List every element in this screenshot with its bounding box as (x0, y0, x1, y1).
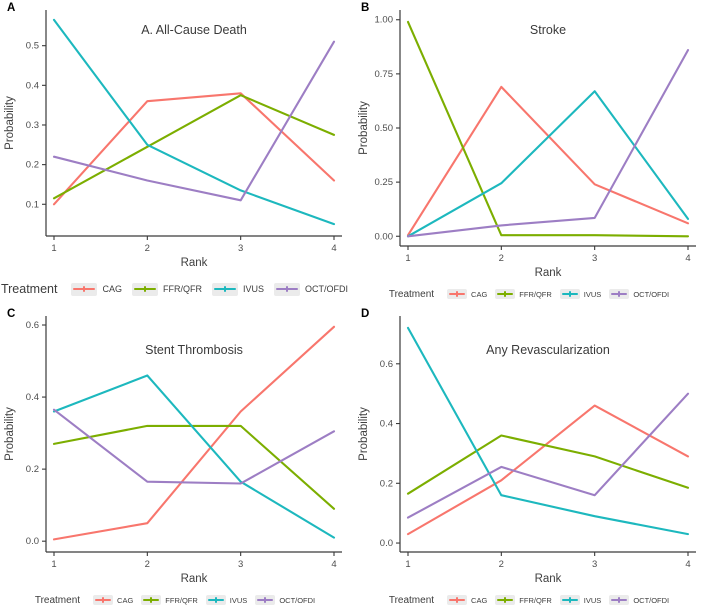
legend-stroke (354, 282, 708, 306)
legend-key-cag (93, 595, 133, 605)
legend-line-icon (495, 289, 515, 299)
svg-text:4: 4 (331, 243, 337, 254)
svg-text:0.6: 0.6 (25, 320, 39, 332)
legend-title: Treatment (0, 282, 58, 296)
line-chart-stent-thrombosis (0, 306, 354, 588)
svg-text:0.3: 0.3 (25, 119, 39, 131)
legend-key-cag (447, 595, 487, 605)
svg-text:3: 3 (238, 559, 244, 570)
panel-stroke (354, 0, 708, 306)
legend-title: Treatment (388, 288, 435, 300)
legend-key-label: OCT/OFDI (633, 289, 670, 299)
svg-text:3: 3 (592, 559, 598, 570)
legend-line-icon (206, 595, 226, 605)
series-line-cag (54, 327, 334, 540)
line-chart-stroke (354, 0, 708, 282)
svg-text:0.2: 0.2 (25, 159, 39, 171)
panel-stent-thrombosis (0, 306, 354, 613)
legend-key-oct-ofdi (274, 283, 348, 296)
svg-text:4: 4 (331, 559, 337, 570)
legend-line-icon (71, 283, 97, 296)
legend-key-ivus (206, 595, 248, 605)
line-chart-any-revascularization (354, 306, 708, 588)
legend-line-icon (274, 283, 300, 296)
legend-line-icon (609, 289, 629, 299)
legend-line-icon (560, 289, 580, 299)
legend-key-label: CAG (471, 595, 488, 605)
series-line-ivus (408, 328, 688, 534)
legend-line-icon (447, 289, 467, 299)
legend-all-cause-death (0, 272, 354, 306)
svg-text:0.5: 0.5 (25, 40, 39, 52)
legend-key-label: IVUS (583, 289, 602, 299)
svg-text:0.2: 0.2 (25, 464, 39, 476)
legend-key-ivus (560, 595, 602, 605)
legend-key-cag (447, 289, 487, 299)
svg-text:0.00: 0.00 (374, 231, 393, 243)
legend-title: Treatment (34, 594, 81, 606)
svg-text:0.4: 0.4 (25, 392, 39, 404)
line-chart-all-cause-death (0, 0, 354, 272)
y-axis-label: Probability (4, 96, 16, 150)
legend-key-ffr-qfr (495, 289, 552, 299)
svg-text:3: 3 (592, 253, 598, 264)
legend-key-label: FFR/QFR (519, 595, 552, 605)
panel-any-revascularization (354, 306, 708, 613)
svg-text:2: 2 (498, 253, 504, 264)
panel-label-c: C (7, 308, 16, 320)
svg-text:0.75: 0.75 (374, 68, 393, 80)
svg-text:1: 1 (51, 559, 57, 570)
svg-text:1: 1 (405, 253, 411, 264)
legend-line-icon (93, 595, 113, 605)
series-line-ffr-qfr (408, 22, 688, 236)
legend-key-ffr-qfr (141, 595, 198, 605)
x-axis-label: Rank (180, 573, 208, 585)
series-line-ivus (408, 91, 688, 236)
x-axis-label: Rank (534, 573, 562, 585)
x-axis-label: Rank (180, 257, 208, 269)
legend-line-icon (255, 595, 275, 605)
legend-line-icon (212, 283, 238, 296)
legend-title: Treatment (388, 594, 435, 606)
legend-line-icon (495, 595, 515, 605)
chart-title: Stent Thrombosis (145, 343, 243, 357)
series-line-cag (54, 93, 334, 204)
svg-text:0.2: 0.2 (379, 478, 393, 490)
svg-text:0.6: 0.6 (379, 358, 393, 370)
legend-key-label: FFR/QFR (163, 284, 202, 294)
legend-line-icon (141, 595, 161, 605)
legend-key-ivus (212, 283, 264, 296)
svg-text:2: 2 (144, 243, 150, 254)
chart-title: Any Revascularization (486, 343, 610, 357)
svg-text:4: 4 (685, 253, 691, 264)
legend-key-label: IVUS (243, 284, 265, 294)
legend-key-ffr-qfr (132, 283, 202, 296)
legend-stent-thrombosis (0, 588, 354, 612)
svg-text:0.4: 0.4 (379, 418, 393, 430)
series-line-ffr-qfr (54, 95, 334, 198)
svg-text:2: 2 (144, 559, 150, 570)
svg-text:0.0: 0.0 (379, 538, 393, 550)
svg-text:0.25: 0.25 (374, 177, 393, 189)
legend-key-label: FFR/QFR (165, 595, 198, 605)
chart-title: Stroke (529, 23, 567, 37)
svg-text:1: 1 (51, 243, 57, 254)
legend-line-icon (560, 595, 580, 605)
legend-key-label: CAG (471, 289, 488, 299)
legend-key-cag (71, 283, 122, 296)
svg-text:4: 4 (685, 559, 691, 570)
legend-key-label: FFR/QFR (519, 289, 552, 299)
legend-key-label: IVUS (583, 595, 602, 605)
legend-line-icon (132, 283, 158, 296)
legend-key-ivus (560, 289, 602, 299)
panel-label-b: B (361, 2, 370, 14)
legend-line-icon (609, 595, 629, 605)
chart-title: A. All-Cause Death (141, 23, 247, 37)
panel-label-d: D (361, 308, 370, 320)
series-line-cag (408, 406, 688, 534)
svg-text:3: 3 (238, 243, 244, 254)
series-line-oct-ofdi (408, 50, 688, 236)
legend-line-icon (447, 595, 467, 605)
legend-key-label: IVUS (229, 595, 248, 605)
panel-label-a: A (7, 2, 16, 14)
svg-text:0.1: 0.1 (25, 199, 39, 211)
svg-text:0.50: 0.50 (374, 123, 393, 134)
y-axis-label: Probability (358, 101, 370, 155)
legend-key-oct-ofdi (609, 289, 669, 299)
svg-text:2: 2 (498, 559, 504, 570)
y-axis-label: Probability (358, 407, 370, 461)
x-axis-label: Rank (534, 267, 562, 279)
legend-key-ffr-qfr (495, 595, 552, 605)
legend-any-revascularization (354, 588, 708, 612)
series-line-ivus (54, 376, 334, 538)
svg-text:1: 1 (405, 559, 411, 570)
svg-text:1.00: 1.00 (374, 14, 393, 26)
panel-all-cause-death (0, 0, 354, 306)
legend-key-label: OCT/OFDI (305, 284, 349, 294)
svg-text:0.4: 0.4 (25, 80, 39, 92)
legend-key-oct-ofdi (255, 595, 315, 605)
legend-key-label: OCT/OFDI (633, 595, 670, 605)
legend-key-label: CAG (117, 595, 134, 605)
legend-key-oct-ofdi (609, 595, 669, 605)
y-axis-label: Probability (4, 407, 16, 461)
series-line-oct-ofdi (408, 394, 688, 518)
legend-key-label: OCT/OFDI (279, 595, 316, 605)
legend-key-label: CAG (102, 284, 122, 294)
svg-text:0.0: 0.0 (25, 536, 39, 548)
